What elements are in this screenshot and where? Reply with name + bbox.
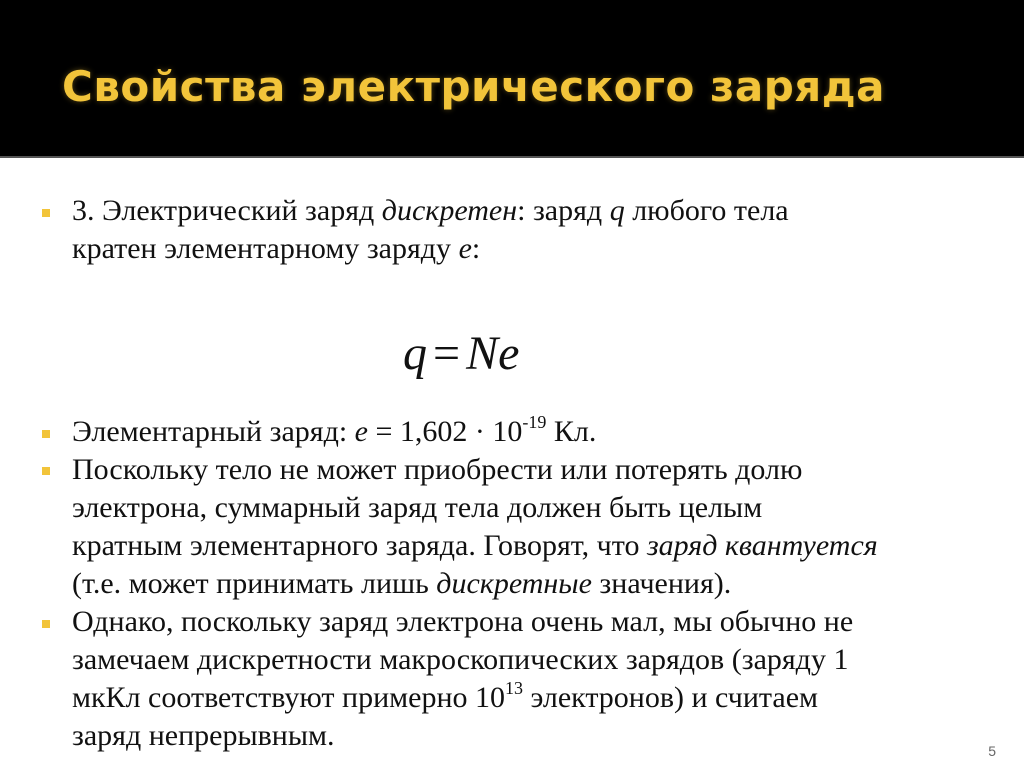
slide-header [0,0,1024,158]
bullet-4-line-3 [72,679,818,717]
symbol-e: e [458,232,472,265]
bullet-3-line-2: электрона, суммарный заряд тела должен быть целым [72,491,763,524]
text: (т.е. может принимать лишь [72,567,437,600]
exponent: -19 [522,412,547,432]
formula-right: Ne [466,327,520,380]
bullet-1-line-1 [72,192,789,230]
text: = 1,602 · 10 [368,415,523,448]
text: 3. Электрический заряд [72,194,382,227]
bullet-3-line-4 [72,565,731,603]
emphasis-text: дискретные [436,567,592,600]
bullet-marker [42,620,50,628]
bullet-4-line-1: Однако, поскольку заряд электрона очень мал, мы обычно не [72,605,854,638]
symbol-e: e [354,415,368,448]
slide-content [0,158,1024,767]
text: любого тела [624,194,789,227]
text: значения). [591,567,732,600]
symbol-q: q [609,194,625,227]
text: Элементарный заряд: [72,415,355,448]
bullet-marker [42,467,50,475]
emphasis-text: заряд квантуется [646,529,878,562]
bullet-4-line-4: заряд непрерывным. [72,719,335,752]
bullet-marker [42,209,50,217]
exponent: 13 [505,678,524,698]
bullet-marker [42,430,50,438]
bullet-3-line-1: Поскольку тело не может приобрести или потерять долю [72,453,803,486]
bullet-4-line-2: замечаем дискретности макроскопических зарядов (заряду 1 [72,643,849,676]
bullet-2-line-1 [72,413,596,451]
bullet-3-line-3 [72,527,878,565]
text: мкКл соответствуют примерно 10 [72,681,506,714]
text: кратным элементарного заряда. Говорят, что [72,529,647,562]
text: Кл. [546,415,597,448]
bullet-1-line-2 [72,230,480,268]
formula-left: q [403,327,427,380]
text: кратен элементарному заряду [72,232,459,265]
text: : заряд [517,194,610,227]
text: электронов) и считаем [523,681,819,714]
text: : [471,232,481,265]
emphasis-text: дискретен [381,194,518,227]
formula [403,326,519,381]
page-number: 5 [988,743,996,759]
slide-title: Свойства электрического заряда [62,62,885,111]
slide-body [0,158,1024,767]
formula-equals: = [433,327,461,380]
